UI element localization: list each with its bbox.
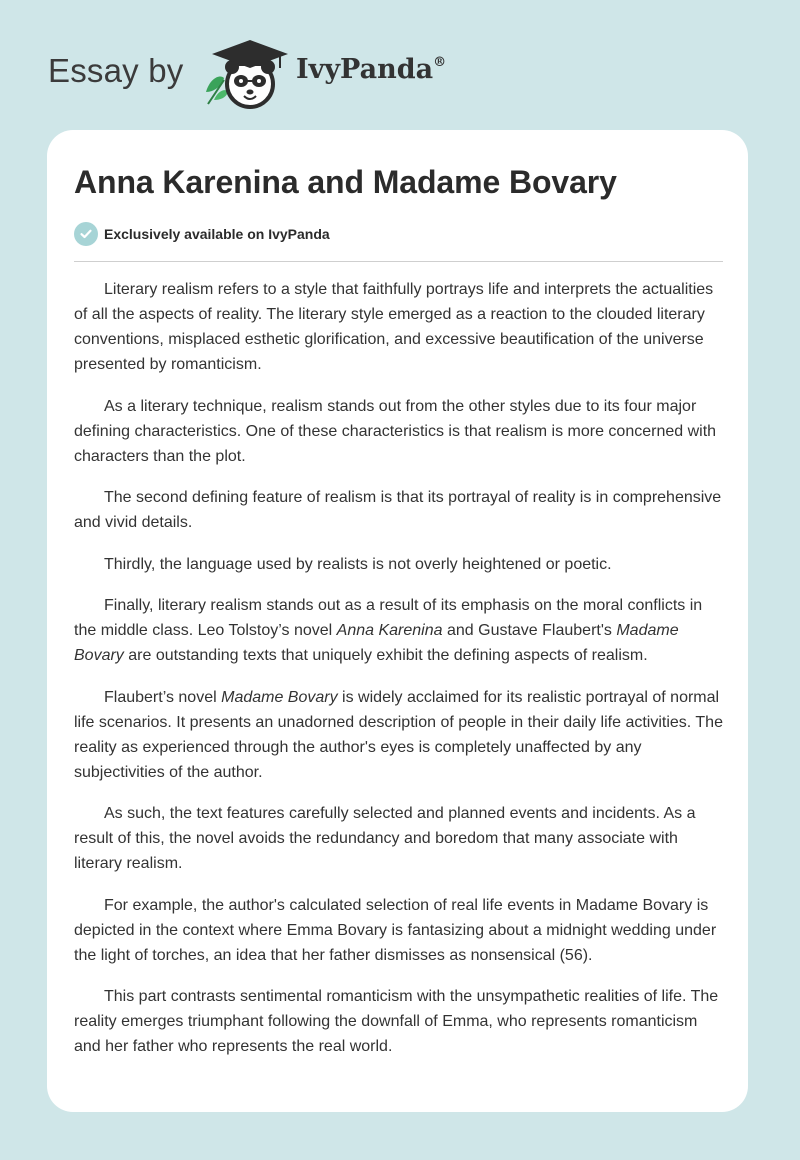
text-run: Thirdly, the language used by realists is not overly heightened or poetic. — [104, 555, 612, 573]
exclusive-badge — [74, 221, 330, 247]
panda-graduate-icon[interactable] — [200, 34, 292, 110]
paragraph — [74, 893, 728, 968]
paragraph — [74, 394, 728, 469]
italic-title: Madame Bovary — [74, 622, 679, 664]
paragraph — [74, 593, 728, 668]
essay-title: Anna Karenina and Madame Bovary — [74, 164, 617, 200]
text-run: and Gustave Flaubert's — [442, 622, 617, 639]
paragraph — [74, 552, 728, 577]
brand-logo-text[interactable]: IvyPanda® — [296, 54, 447, 85]
text-run: Finally, literary realism stands out as a result of its emphasis on the moral conflicts in the middle class. Leo Tolstoy’s novel — [74, 597, 703, 639]
paragraph — [74, 984, 728, 1059]
text-run: As such, the text features carefully selected and planned events and incidents. As a result of this, the novel avoids the redundancy and boredom that many associate with literary realism. — [74, 805, 696, 872]
paragraph — [74, 685, 728, 785]
paragraph — [74, 801, 728, 876]
text-run: For example, the author's calculated selection of real life events in Madame Bovary is depicted in the context where Emma Bovary is fantasizing about a midnight wedding under the light of torches, an idea that her father dismisses as nonsensical (56). — [74, 896, 717, 964]
essay-card — [47, 130, 748, 1112]
essay-body — [74, 277, 728, 1076]
text-run: Literary realism refers to a style that faithfully portrays life and interprets the actualities of all the aspects of reality. The literary style emerged as a reaction to the clouded literary conventions, misplaced esthetic glorification, and excessive beautification of the universe presented by romanticism. — [74, 281, 714, 373]
text-run: As a literary technique, realism stands out from the other styles due to its four major defining characteristics. One of these characteristics is that realism is more concerned with characters than the plot. — [74, 397, 717, 465]
text-run: This part contrasts sentimental romanticism with the unsympathetic realities of life. The reality emerges triumphant following the downfall of Emma, who represents romanticism and her father who represents the real world. — [74, 988, 719, 1055]
text-run: is widely acclaimed for its realistic portrayal of normal life scenarios. It presents an unadorned description of people in their daily life activities. The reality as experienced through the author's eyes is completely unaffected by any subjectivities of the author. — [74, 688, 723, 781]
text-run: Flaubert’s novel — [104, 688, 222, 706]
site-header — [48, 34, 648, 114]
italic-title: Anna Karenina — [336, 622, 443, 639]
badge-label: Exclusively available on IvyPanda — [104, 226, 330, 242]
paragraph — [74, 485, 728, 535]
italic-title: Madame Bovary — [221, 688, 338, 706]
paragraph — [74, 277, 728, 377]
text-run: are outstanding texts that uniquely exhibit the defining aspects of realism. — [123, 647, 648, 664]
check-circle-icon — [74, 222, 98, 246]
divider — [74, 261, 723, 262]
essay-by-label: Essay by — [48, 52, 184, 89]
text-run: The second defining feature of realism is that its portrayal of reality is in comprehensive and vivid details. — [74, 489, 722, 531]
